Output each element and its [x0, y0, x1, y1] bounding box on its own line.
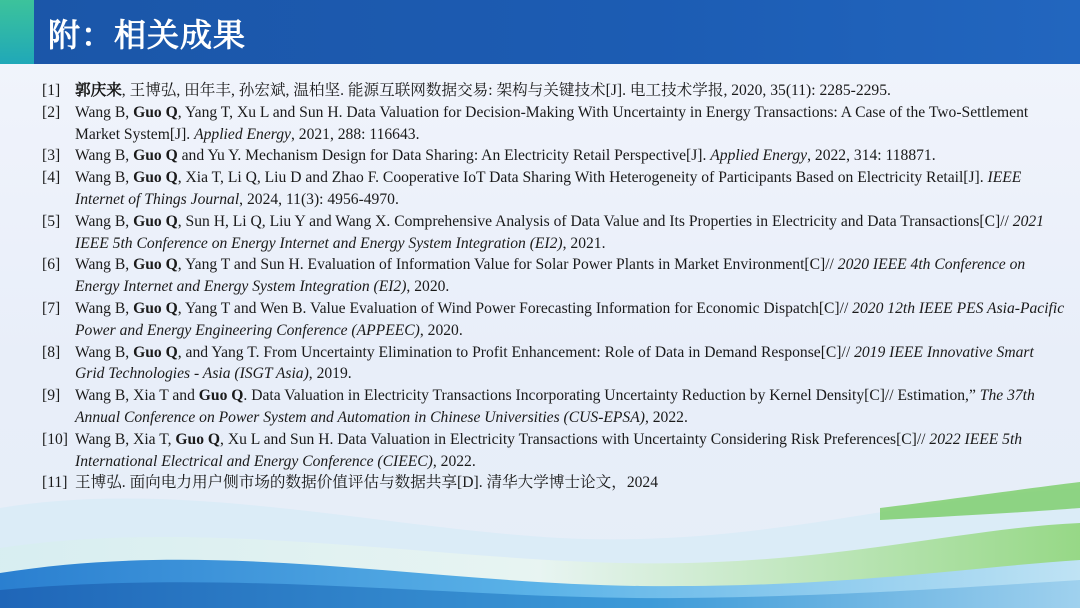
reference-number: [8] — [42, 343, 61, 361]
reference-text — [75, 385, 1067, 429]
reference-segment: , Yang T and Sun H. Evaluation of Information Value for Solar Power Plants in Market Environment[C]// — [177, 256, 838, 274]
author-highlight: Guo Q — [133, 147, 178, 165]
reference-item — [42, 342, 1067, 386]
author-highlight: 郭庆来 — [75, 82, 122, 99]
reference-item — [42, 167, 1067, 211]
reference-item — [42, 385, 1067, 429]
reference-text — [75, 254, 1067, 298]
reference-segment: Wang B, — [75, 103, 134, 121]
venue-title: 2021 IEEE 5th Conference on Energy Internet and Energy System Integration (EI2) — [75, 212, 1044, 252]
venue-title: IEEE Internet of Things Journal — [75, 169, 1022, 208]
venue-title: 2019 IEEE Innovative Smart Grid Technologies - Asia (ISGT Asia) — [75, 343, 1034, 383]
reference-text — [75, 298, 1067, 342]
reference-segment: , Xia T, Li Q, Liu D and Zhao F. Cooperative IoT Data Sharing With Heterogeneity of Participants Based on Electricity Retail[J]. — [177, 169, 988, 187]
reference-segment: , Sun H, Li Q, Liu Y and Wang X. Comprehensive Analysis of Data Value and Its Properties in Electricity and Data Transactions[C]// — [177, 212, 1013, 230]
reference-text — [75, 342, 1067, 386]
reference-segment: Wang B, — [75, 212, 134, 230]
reference-text — [75, 145, 1067, 167]
reference-segment: Wang B, — [75, 169, 134, 187]
author-highlight: Guo Q — [133, 299, 178, 317]
author-highlight: Guo Q — [133, 256, 178, 274]
reference-number: [4] — [42, 169, 61, 187]
author-highlight: Guo Q — [133, 343, 178, 361]
author-highlight: Guo Q — [198, 387, 244, 405]
reference-text — [75, 167, 1067, 211]
venue-title: Applied Energy — [194, 125, 291, 143]
reference-segment: , 2019. — [308, 365, 352, 383]
venue-title: 2022 IEEE 5th International Electrical and Energy Conference (CIEEC) — [75, 430, 1023, 470]
reference-segment: Wang B, Xia T, — [75, 430, 176, 448]
reference-number: [10] — [42, 430, 68, 448]
header-accent — [0, 0, 34, 64]
reference-number: [7] — [42, 299, 61, 317]
reference-segment: Wang B, Xia T and — [75, 387, 199, 405]
reference-text — [75, 211, 1067, 255]
reference-segment: , Yang T and Wen B. Value Evaluation of Wind Power Forecasting Information for Economic Dispatch[C]// — [177, 299, 853, 317]
reference-segment: Wang B, — [75, 147, 134, 165]
reference-number: [2] — [42, 103, 61, 121]
reference-item — [42, 211, 1067, 255]
reference-item — [42, 429, 1067, 473]
reference-text — [75, 429, 1067, 473]
reference-list — [42, 80, 1067, 494]
reference-text — [75, 80, 1067, 102]
reference-segment: , 2022. — [432, 452, 476, 470]
author-highlight: Guo Q — [133, 103, 178, 121]
reference-number: [1] — [42, 82, 61, 99]
reference-segment: Wang B, — [75, 256, 134, 274]
reference-item — [42, 145, 1067, 167]
venue-title: Applied Energy — [710, 147, 808, 165]
reference-segment: , Yang T, Xu L and Sun H. Data Valuation for Decision-Making With Uncertainty in Energy Transactions: A Case of the Two-Settlement Market System[J]. — [75, 103, 1029, 143]
reference-item — [42, 254, 1067, 298]
venue-title: 2020 12th IEEE PES Asia-Pacific Power and Energy Engineering Conference (APPEEC) — [75, 299, 1065, 339]
reference-number: [5] — [42, 212, 61, 230]
reference-number: [3] — [42, 147, 61, 165]
venue-title: 2020 IEEE 4th Conference on Energy Internet and Energy System Integration (EI2) — [75, 256, 1026, 296]
reference-segment: Wang B, — [75, 343, 134, 361]
reference-item — [42, 102, 1067, 146]
reference-segment: . Data Valuation in Electricity Transactions Incorporating Uncertainty Reduction by Kernel Density[C]// Estimation,” — [243, 387, 980, 405]
reference-segment: , 王博弘, 田年丰, 孙宏斌, 温柏坚. 能源互联网数据交易: 架构与关键技术[J]. 电工技术学报, 2020, 35(11): 2285-2295. — [121, 82, 891, 99]
reference-number: [6] — [42, 256, 61, 274]
reference-segment: , 2024, 11(3): 4956-4970. — [239, 190, 399, 208]
reference-segment: , Xu L and Sun H. Data Valuation in Electricity Transactions with Uncertainty Considering Risk Preferences[C]// — [220, 430, 930, 448]
reference-segment: , 2021. — [562, 234, 606, 252]
reference-segment: Wang B, — [75, 299, 134, 317]
author-highlight: Guo Q — [133, 169, 178, 187]
reference-number: [11] — [42, 474, 68, 492]
author-highlight: Guo Q — [133, 212, 178, 230]
reference-segment: , 2022, 314: 118871. — [807, 147, 936, 165]
reference-number: [9] — [42, 387, 61, 405]
reference-segment: , 2020. — [406, 278, 450, 296]
reference-segment: , 2020. — [419, 321, 463, 339]
reference-segment: and Yu Y. Mechanism Design for Data Sharing: An Electricity Retail Perspective[J]. — [177, 147, 711, 165]
author-highlight: Guo Q — [175, 430, 221, 448]
reference-item — [42, 472, 1067, 494]
reference-segment: , and Yang T. From Uncertainty Elimination to Profit Enhancement: Role of Data in Demand Response[C]// — [177, 343, 855, 361]
reference-item — [42, 298, 1067, 342]
reference-segment: 王博弘. 面向电力用户侧市场的数据价值评估与数据共享[D]. 清华大学博士论文，2024 — [75, 474, 659, 492]
reference-text — [75, 102, 1067, 146]
venue-title: The 37th Annual Conference on Power System and Automation in Chinese Universities (CUS-EPSA) — [75, 387, 1035, 426]
reference-segment: , 2021, 288: 116643. — [290, 125, 420, 143]
page-title: 附：相关成果 — [48, 16, 247, 54]
reference-item — [42, 80, 1067, 102]
reference-text — [75, 472, 1067, 494]
reference-segment: , 2022. — [644, 408, 688, 426]
